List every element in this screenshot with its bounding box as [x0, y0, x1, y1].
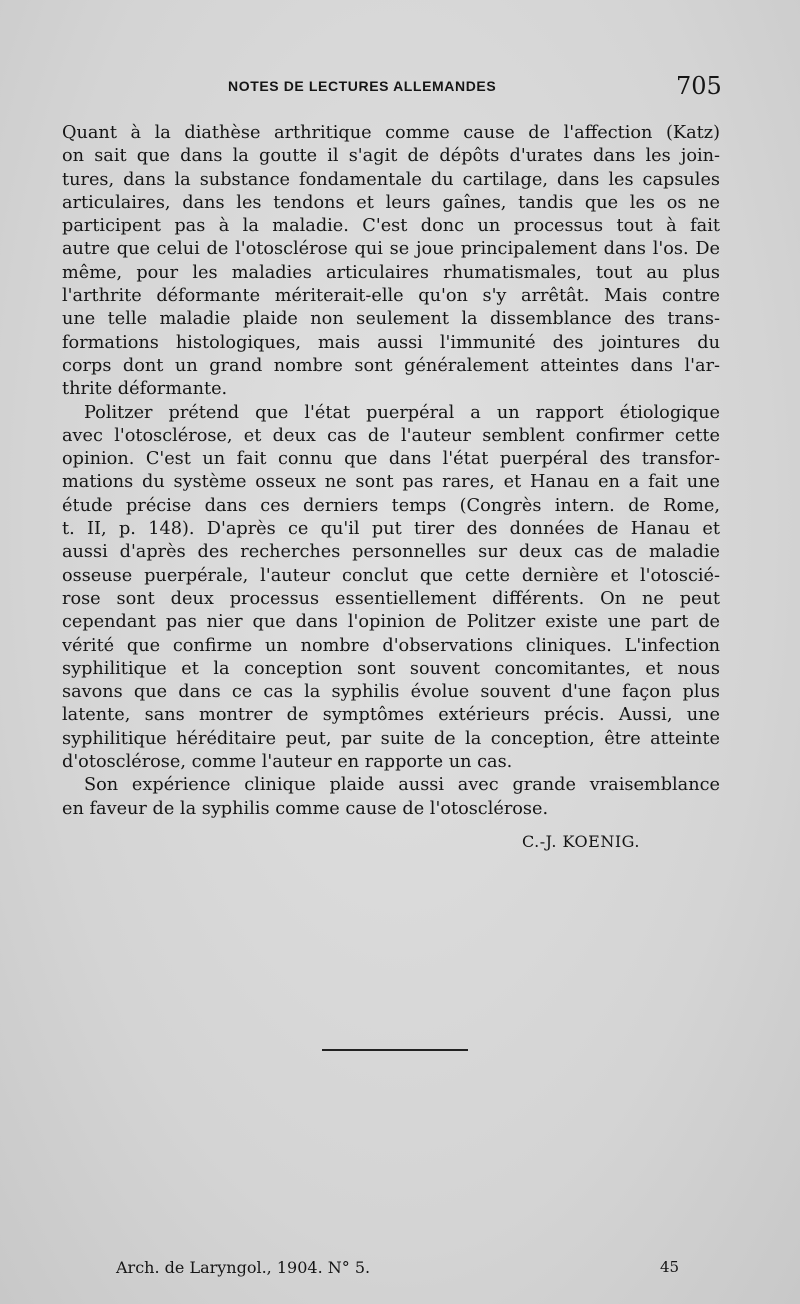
text-line: aussi d'après des recherches personnelles sur deux cas de maladie [62, 542, 720, 563]
text-line: latente, sans montrer de symptômes extérieurs précis. Aussi, une [62, 705, 720, 726]
text-line: avec l'otosclérose, et deux cas de l'auteur semblent confirmer cette [62, 425, 720, 446]
page-number: 705 [676, 72, 722, 100]
text-line: Quant à la diathèse arthritique comme cause de l'affection (Katz) [62, 123, 720, 143]
sheet-number: 45 [660, 1258, 680, 1276]
text-line: en faveur de la syphilis comme cause de l'otosclérose. [62, 798, 549, 819]
text-line: participent pas à la maladie. C'est donc un processus tout à fait [62, 216, 720, 237]
text-line: tures, dans la substance fondamentale du cartilage, dans les capsules [62, 169, 720, 190]
text-line: syphilitique héréditaire peut, par suite de la conception, être atteinte [62, 728, 720, 749]
journal-citation: Arch. de Laryngol., 1904. N° 5. [116, 1258, 371, 1277]
text-line: même, pour les maladies articulaires rhumatismales, tout au plus [62, 262, 720, 283]
text-line: thrite déformante. [62, 379, 228, 400]
text-line: savons que dans ce cas la syphilis évolue souvent d'une façon plus [62, 682, 720, 703]
text-line: cependant pas nier que dans l'opinion de Politzer existe une part de [62, 612, 720, 633]
text-line: syphilitique et la conception sont souvent concomitantes, et nous [62, 658, 720, 679]
text-line: articulaires, dans les tendons et leurs gaînes, tandis que les os ne [62, 192, 720, 213]
text-line: l'arthrite déformante mériterait-elle qu'on s'y arrêtât. Mais contre [62, 286, 720, 307]
text-line: d'otosclérose, comme l'auteur en rapporte un cas. [62, 752, 513, 773]
text-line: étude précise dans ces derniers temps (Congrès intern. de Rome, [62, 495, 720, 516]
section-divider [322, 1049, 468, 1051]
text-line: formations histologiques, mais aussi l'immunité des jointures du [62, 332, 720, 353]
running-title: NOTES DE LECTURES ALLEMANDES [228, 78, 497, 94]
text-line: mations du système osseux ne sont pas rares, et Hanau en a fait une [62, 472, 720, 493]
text-line: osseuse puerpérale, l'auteur conclut que cette dernière et l'otoscié- [62, 565, 720, 586]
body-text [62, 122, 720, 821]
text-line: t. II, p. 148). D'après ce qu'il put tirer des données de Hanau et [62, 519, 720, 540]
text-line: opinion. C'est un fait connu que dans l'état puerpéral des transfor- [62, 449, 720, 470]
text-line: rose sont deux processus essentiellement différents. On ne peut [62, 588, 720, 609]
author-signature: C.-J. KOENIG. [522, 832, 640, 851]
text-line: Son expérience clinique plaide aussi avec grande vraisemblance [84, 775, 720, 796]
text-line: autre que celui de l'otosclérose qui se joue principalement dans l'os. De [62, 239, 720, 260]
text-line: on sait que dans la goutte il s'agit de dépôts d'urates dans les join- [62, 146, 720, 167]
text-line: corps dont un grand nombre sont généralement atteintes dans l'ar- [62, 355, 720, 376]
text-line: vérité que confirme un nombre d'observations cliniques. L'infection [62, 635, 720, 656]
text-line: une telle maladie plaide non seulement la dissemblance des trans- [62, 309, 720, 330]
text-line: Politzer prétend que l'état puerpéral a un rapport étiologique [84, 402, 720, 423]
